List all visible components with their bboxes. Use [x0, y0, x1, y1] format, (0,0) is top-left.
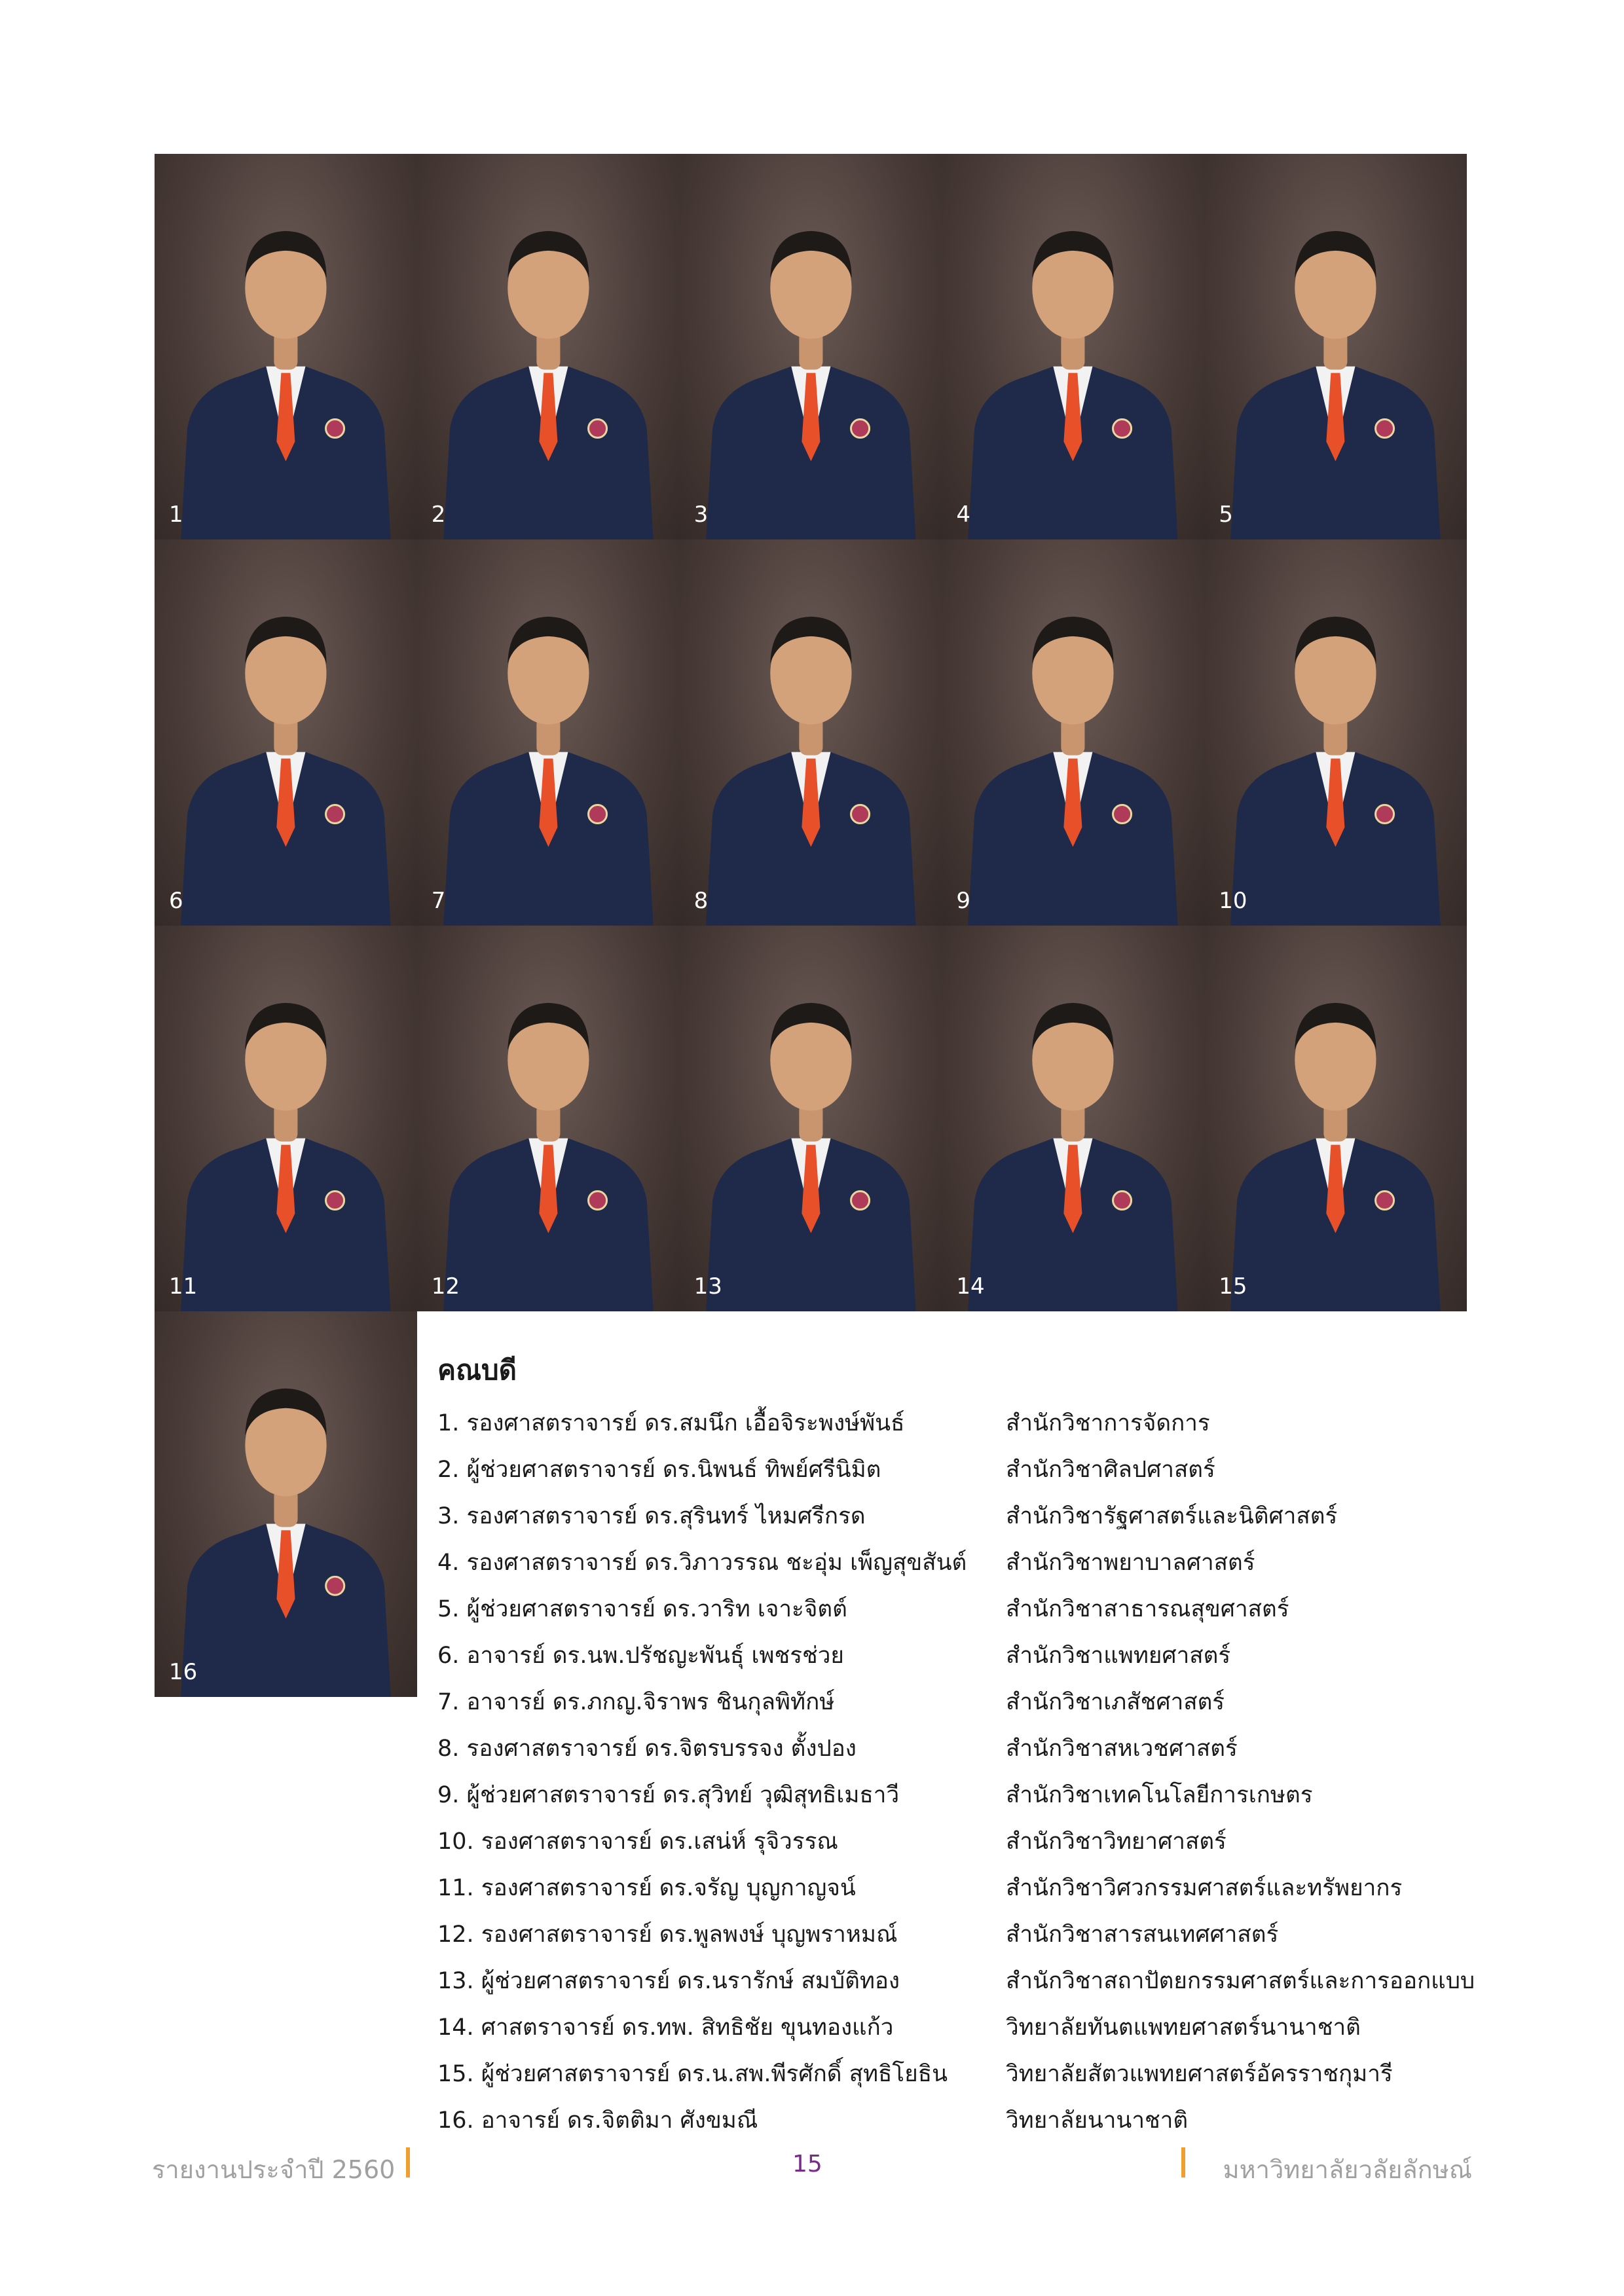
member-name: 3. รองศาสตราจารย์ ดร.สุรินทร์ ไหมศรีกรด: [437, 1503, 866, 1529]
footer-report-title: รายงานประจำปี 2560: [152, 2155, 396, 2184]
photo-number: 9: [956, 887, 971, 914]
member-unit: สำนักวิชารัฐศาสตร์และนิติศาสตร์: [1006, 1503, 1338, 1529]
member-unit: สำนักวิชาสาธารณสุขศาสตร์: [1006, 1596, 1289, 1622]
portrait-figure-icon: [155, 539, 417, 925]
member-name: 13. ผู้ช่วยศาสตราจารย์ ดร.นรารักษ์ สมบัติทอง: [437, 1968, 900, 1994]
member-unit: วิทยาลัยทันตแพทยศาสตร์นานาชาติ: [1006, 2014, 1361, 2041]
portrait-photo: [155, 539, 417, 925]
photo-number: 8: [693, 887, 709, 914]
member-name: 14. ศาสตราจารย์ ดร.ทพ. สิทธิชัย ขุนทองแก้ว: [437, 2014, 894, 2041]
member-list: [437, 1400, 1498, 2143]
photo-number: 5: [1219, 501, 1233, 528]
list-item: [437, 1679, 1498, 1725]
photo-number: 10: [1219, 887, 1247, 914]
photo-number: 15: [1219, 1273, 1247, 1300]
list-item: [437, 1539, 1498, 1586]
portrait-figure-icon: [942, 926, 1204, 1311]
list-item: [437, 1725, 1498, 1772]
portrait-figure-icon: [417, 154, 680, 539]
portrait-photo: [680, 926, 942, 1311]
footer-university-name: มหาวิทยาลัยวลัยลักษณ์: [1223, 2155, 1472, 2184]
footer-accent-bar-right: [1181, 2147, 1185, 2178]
member-name: 6. อาจารย์ ดร.นพ.ปรัชญะพันธุ์ เพชรช่วย: [437, 1643, 844, 1669]
member-name: 10. รองศาสตราจารย์ ดร.เสน่ห์ รุจิวรรณ: [437, 1829, 838, 1855]
member-unit: สำนักวิชาแพทยศาสตร์: [1006, 1643, 1231, 1669]
list-item: [437, 1632, 1498, 1679]
member-unit: สำนักวิชาเทคโนโลยีการเกษตร: [1006, 1782, 1313, 1808]
member-unit: สำนักวิชาศิลปศาสตร์: [1006, 1457, 1215, 1483]
photo-number: 2: [431, 501, 446, 528]
page-number: 15: [792, 2151, 822, 2178]
portrait-figure-icon: [417, 539, 680, 925]
portrait-figure-icon: [1204, 539, 1467, 925]
photo-number: 16: [169, 1659, 198, 1685]
member-name: 16. อาจารย์ ดร.จิตติมา ศังขมณี: [437, 2107, 758, 2134]
portrait-photo: [1204, 926, 1467, 1311]
portrait-photo: [417, 539, 680, 925]
member-name: 9. ผู้ช่วยศาสตราจารย์ ดร.สุวิทย์ วุฒิสุทธิเมธาวี: [437, 1782, 900, 1808]
photo-number: 1: [169, 501, 183, 528]
member-name: 7. อาจารย์ ดร.ภกญ.จิราพร ชินกุลพิทักษ์: [437, 1689, 835, 1715]
portrait-figure-icon: [417, 926, 680, 1311]
portrait-figure-icon: [942, 154, 1204, 539]
portrait-photo: [680, 539, 942, 925]
portrait-photo: [1204, 154, 1467, 539]
portrait-figure-icon: [680, 154, 942, 539]
list-item: [437, 2004, 1498, 2050]
list-item: [437, 2097, 1498, 2143]
member-unit: สำนักวิชาการจัดการ: [1006, 1410, 1210, 1436]
list-item: [437, 2050, 1498, 2097]
list-item: [437, 1493, 1498, 1539]
member-unit: วิทยาลัยสัตวแพทยศาสตร์อัครราชกุมารี: [1006, 2061, 1393, 2087]
list-item: [437, 1772, 1498, 1818]
portrait-photo: [942, 154, 1204, 539]
portrait-photo: [942, 926, 1204, 1311]
member-name: 15. ผู้ช่วยศาสตราจารย์ ดร.น.สพ.พีรศักดิ์ สุทธิโยธิน: [437, 2061, 948, 2087]
member-unit: สำนักวิชาวิศวกรรมศาสตร์และทรัพยากร: [1006, 1875, 1403, 1901]
member-unit: สำนักวิชาสารสนเทศศาสตร์: [1006, 1922, 1279, 1948]
portrait-figure-icon: [680, 539, 942, 925]
photo-number: 12: [431, 1273, 460, 1300]
photo-number: 6: [169, 887, 183, 914]
portrait-figure-icon: [155, 926, 417, 1311]
member-unit: สำนักวิชาเภสัชศาสตร์: [1006, 1689, 1225, 1715]
footer-accent-bar-left: [406, 2147, 410, 2178]
portrait-figure-icon: [155, 154, 417, 539]
photo-number: 7: [431, 887, 446, 914]
list-item: [437, 1586, 1498, 1632]
member-name: 8. รองศาสตราจารย์ ดร.จิตรบรรจง ตั้งปอง: [437, 1736, 857, 1762]
photo-number: 13: [693, 1273, 722, 1300]
member-unit: สำนักวิชาสถาปัตยกรรมศาสตร์และการออกแบบ: [1006, 1968, 1475, 1994]
portrait-photo: [155, 926, 417, 1311]
member-unit: วิทยาลัยนานาชาติ: [1006, 2107, 1189, 2134]
list-item: [437, 1446, 1498, 1493]
portrait-grid: [155, 154, 1467, 1311]
section-title: คณบดี: [437, 1354, 517, 1386]
member-name: 1. รองศาสตราจารย์ ดร.สมนึก เอื้อจิระพงษ์พันธ์: [437, 1410, 905, 1436]
portrait-photo: [417, 154, 680, 539]
list-item: [437, 1958, 1498, 2004]
member-name: 11. รองศาสตราจารย์ ดร.จรัญ บุญกาญจน์: [437, 1875, 856, 1901]
list-item: [437, 1865, 1498, 1911]
portrait-figure-icon: [1204, 926, 1467, 1311]
photo-number: 4: [956, 501, 971, 528]
member-name: 5. ผู้ช่วยศาสตราจารย์ ดร.วาริท เจาะจิตต์: [437, 1596, 847, 1622]
photo-number: 3: [693, 501, 709, 528]
portrait-figure-icon: [1204, 154, 1467, 539]
member-name: 4. รองศาสตราจารย์ ดร.วิภาวรรณ ชะอุ่ม เพ็ญสุขสันต์: [437, 1550, 967, 1576]
list-item: [437, 1911, 1498, 1958]
list-item: [437, 1818, 1498, 1865]
portrait-photo: [417, 926, 680, 1311]
member-unit: สำนักวิชาพยาบาลศาสตร์: [1006, 1550, 1255, 1576]
list-item: [437, 1400, 1498, 1446]
photo-number: 11: [169, 1273, 198, 1300]
photo-number: 14: [956, 1273, 985, 1300]
member-name: 12. รองศาสตราจารย์ ดร.พูลพงษ์ บุญพราหมณ์: [437, 1922, 898, 1948]
member-unit: สำนักวิชาวิทยาศาสตร์: [1006, 1829, 1227, 1855]
portrait-figure-icon: [680, 926, 942, 1311]
portrait-photo: [680, 154, 942, 539]
portrait-photo: [1204, 539, 1467, 925]
member-name: 2. ผู้ช่วยศาสตราจารย์ ดร.นิพนธ์ ทิพย์ศรีนิมิต: [437, 1457, 881, 1483]
portrait-photo: [942, 539, 1204, 925]
portrait-photo: [155, 154, 417, 539]
portrait-figure-icon: [155, 1311, 417, 1697]
portrait-photo: [155, 1311, 417, 1697]
member-unit: สำนักวิชาสหเวชศาสตร์: [1006, 1736, 1238, 1762]
portrait-figure-icon: [942, 539, 1204, 925]
